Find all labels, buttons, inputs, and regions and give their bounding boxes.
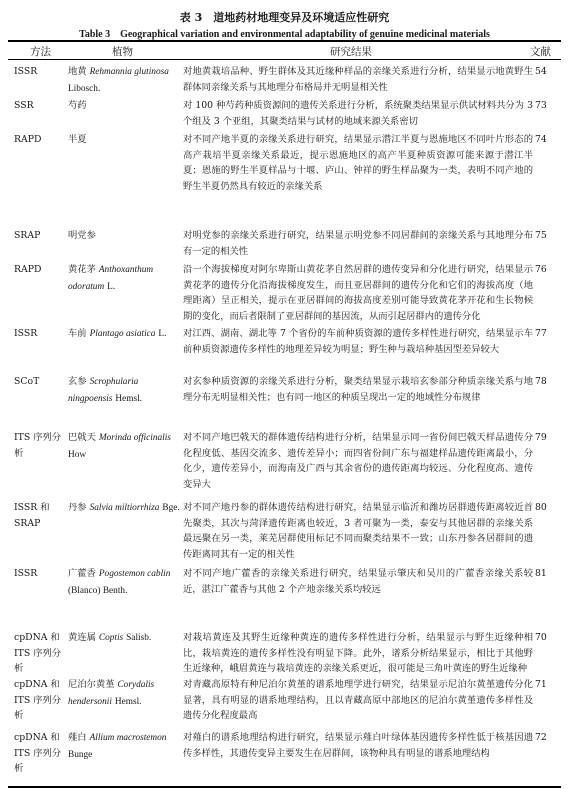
result-cell: 对青藏高原特有种尼泊尔黄堇的谱系地理学进行研究，结果显示尼泊尔黄堇遗传分化显著，具有明显的谱系地理结构，且以青藏高原中部地区的尼泊尔黄堇遗传多样性及遗传分化程度最高 [183, 679, 533, 722]
plant-name-scientific: Plantago asiatica [89, 329, 156, 339]
reference-cell: 81 [535, 568, 547, 579]
plant-name-cn: 玄参 [68, 376, 87, 387]
plant-name-scientific: Anthoxanthum odoratum [68, 265, 154, 292]
header-ref: 文献 [530, 46, 551, 58]
table-title-cn: 表 3 道地药材地理变异及环境适应性研究 [179, 11, 390, 24]
plant-cell [68, 630, 185, 647]
plant-name-cn: 黄连属 [68, 632, 96, 643]
plant-cell [68, 326, 185, 343]
plant-name-cn: 巴戟天 [68, 432, 96, 443]
reference-cell: 78 [535, 376, 547, 387]
plant-cell [68, 677, 185, 710]
plant-name-cn: 地黄 [68, 66, 87, 77]
result-cell: 对明党参的亲缘关系进行研究，结果显示明党参不同居群间的亲缘关系与其地理分布有一定的相关性 [183, 230, 533, 257]
result-cell: 对不同产地巴戟天的群体遗传结构进行分析，结果显示同一省份间巴戟天样品遗传分化程度低、基因交流多、遗传差异小；而四省份间广东与福建样品遗传距离最小，分化少，遗传差异小，而海南及广西与其余省份的遗传距离均较远、分化程度高、遗传变异大 [183, 432, 533, 490]
reference-cell: 76 [535, 264, 547, 275]
plant-name-cn: 半夏 [68, 134, 87, 145]
result-cell: 对栽培黄连及其野生近缘种黄连的遗传多样性进行分析，结果显示与野生近缘种相比，栽培黄连的遗传多样性没有明显下降。此外，谱系分析结果显示，相比于其他野生近缘种，峨眉黄连与栽培黄连的亲缘关系更近，很可能是三角叶黄连的野生近缘种 [183, 632, 533, 675]
plant-name-scientific: Morinda officinalis [98, 433, 171, 443]
plant-name-cn: 车前 [68, 328, 87, 339]
plant-name-cn: 丹参 [68, 502, 87, 513]
method-cell: ISSR 和 SRAP [14, 502, 50, 529]
plant-name-scientific: Allium macrostemon [89, 733, 167, 743]
plant-cell [68, 730, 185, 763]
method-cell: RAPD [14, 134, 42, 145]
plant-cell [68, 228, 185, 244]
reference-cell: 77 [535, 328, 547, 339]
reference-cell: 79 [535, 432, 547, 443]
header-rule [8, 59, 561, 60]
plant-name-cn: 广藿香 [68, 568, 96, 579]
plant-name-scientific: Coptis [98, 633, 124, 643]
plant-name-scientific: Corydalis hendersonii [68, 680, 155, 707]
result-cell: 对地黄栽培品种、野生群体及其近缘种样品的亲缘关系进行分析，结果显示地黄野生群体同亲缘关系与其地理分布格局并无明显相关性 [183, 66, 533, 93]
method-cell: SRAP [14, 230, 41, 241]
method-cell: SSR [14, 100, 34, 111]
plant-name-scientific: Pogostemon cablin [98, 569, 171, 579]
plant-name-authority: Libosch. [68, 83, 101, 94]
result-cell: 对江西、湖南、湖北等 7 个省份的车前种质资源的遗传多样性进行研究，结果显示车前种质资源遗传多样性的地理差异较为明显；野生种与栽培种基因型差异较大 [183, 328, 533, 355]
result-cell: 对玄参种质资源的亲缘关系进行分析，聚类结果显示栽培玄参部分种质亲缘关系与地理分布无明显相关性；也有同一地区的种质呈现出一定的地域性分布规律 [183, 376, 533, 403]
plant-cell [68, 132, 185, 148]
method-cell: ITS 序列分析 [14, 432, 62, 459]
reference-cell: 73 [535, 100, 547, 111]
plant-name-cn: 薤白 [68, 732, 87, 743]
plant-cell [68, 98, 185, 114]
plant-name-cn: 黄花茅 [68, 264, 96, 275]
method-cell: cpDNA 和 ITS 序列分析 [14, 679, 62, 722]
method-cell: SCoT [14, 376, 40, 387]
method-cell: cpDNA 和 ITS 序列分析 [14, 632, 62, 675]
plant-name-authority: Bge. [162, 503, 180, 513]
reference-cell: 74 [535, 134, 547, 145]
method-cell: RAPD [14, 264, 42, 275]
plant-name-scientific: Rehmannia glutinosa [89, 67, 169, 77]
reference-cell: 80 [535, 502, 547, 513]
plant-name-authority: Hemsl. [115, 393, 142, 404]
plant-name-authority: Hemsl. [114, 696, 142, 707]
reference-cell: 75 [535, 230, 547, 241]
result-cell: 对不同产地广藿香的亲缘关系进行研究，结果显示肇庆和吴川的广藿香亲缘关系较近，湛江广藿香与其他 2 个产地亲缘关系均较远 [183, 568, 533, 595]
plant-name-authority: How [68, 449, 87, 460]
reference-cell: 72 [535, 732, 547, 743]
reference-cell: 71 [535, 679, 547, 690]
reference-cell: 54 [535, 66, 547, 77]
method-cell: ISSR [14, 328, 38, 339]
plant-cell [68, 262, 185, 295]
header-plant: 植物 [112, 46, 133, 58]
result-cell: 对 100 种芍药种质资源间的遗传关系进行分析，系统聚类结果显示供试材料共分为 3 个组及 3 个亚组，其聚类结果与试材的地域来源关系密切 [183, 100, 533, 127]
result-cell: 对薤白的谱系地理结构进行研究，结果显示薤白叶绿体基因遗传多样性低于核基因遗传多样性，其遗传变异主要发生在居群间，该物种具有明显的谱系地理结构 [183, 732, 533, 759]
plant-name-authority: L. [158, 329, 167, 339]
plant-name-scientific: Salvia miltiorrhiza [89, 503, 160, 513]
reference-cell: 70 [535, 632, 547, 643]
method-cell: cpDNA 和 ITS 序列分析 [14, 732, 62, 775]
plant-cell [68, 64, 185, 97]
result-cell: 沿一个海拔梯度对阿尔卑斯山黄花茅自然居群的遗传变异和分化进行研究，结果显示黄花茅的遗传分化沿海拔梯度发生，而且亚居群间的遗传分化和它们的海拔高度（地理距离）呈正相关，提示在亚居群间的海拔高度差别可能导致黄花茅开花和生长物候期的变化，而后者限制了亚居群间的基因流，从而引起居群内的遗传分化 [183, 264, 533, 322]
header-result: 研究结果 [330, 46, 372, 58]
result-cell: 对不同产地半夏的亲缘关系进行研究，结果显示潜江半夏与恩施地区不同叶片形态的高产栽培半夏亲缘关系最近，提示恩施地区的高产半夏种质资源可能来源于潜江半夏；恩施的野生半夏样品与十堰、庐山、钟祥的野生样品聚为一类，表明不同产地的野生半夏仍然具有较近的亲缘关系 [183, 134, 533, 192]
plant-name-cn: 芍药 [68, 100, 87, 111]
plant-name-scientific: Scrophularia ningpoensis [68, 377, 139, 404]
method-cell: ISSR [14, 66, 38, 77]
plant-cell [68, 566, 185, 599]
plant-cell [68, 430, 185, 463]
plant-name-cn: 尼泊尔黄堇 [68, 679, 115, 690]
method-cell: ISSR [14, 568, 38, 579]
plant-name-cn: 明党参 [68, 230, 96, 241]
bottom-rule [8, 786, 561, 788]
plant-cell [68, 500, 185, 517]
plant-name-authority: (Blanco) Benth. [68, 585, 128, 596]
plant-name-authority: L. [107, 281, 116, 292]
plant-cell [68, 374, 185, 407]
table-title-en: Table 3 Geographical variation and environmental adaptability of genuine medicinal materials [79, 29, 490, 40]
plant-name-authority: Salisb. [126, 633, 152, 643]
top-rule [8, 40, 561, 42]
header-method: 方法 [30, 46, 51, 58]
plant-name-authority: Bunge [68, 749, 93, 760]
result-cell: 对不同产地丹参的群体遗传结构进行研究，结果显示临沂和潍坊居群遗传距离较近首先聚类，其次与菏泽遗传距离也较近，3 者可聚为一类，泰安与其他居群的亲缘关系最远聚在另一类，莱芜居群使用标记不同而聚类结果不一致；山东丹参各居群间的遗传距离同其有一定的相关性 [183, 502, 533, 560]
